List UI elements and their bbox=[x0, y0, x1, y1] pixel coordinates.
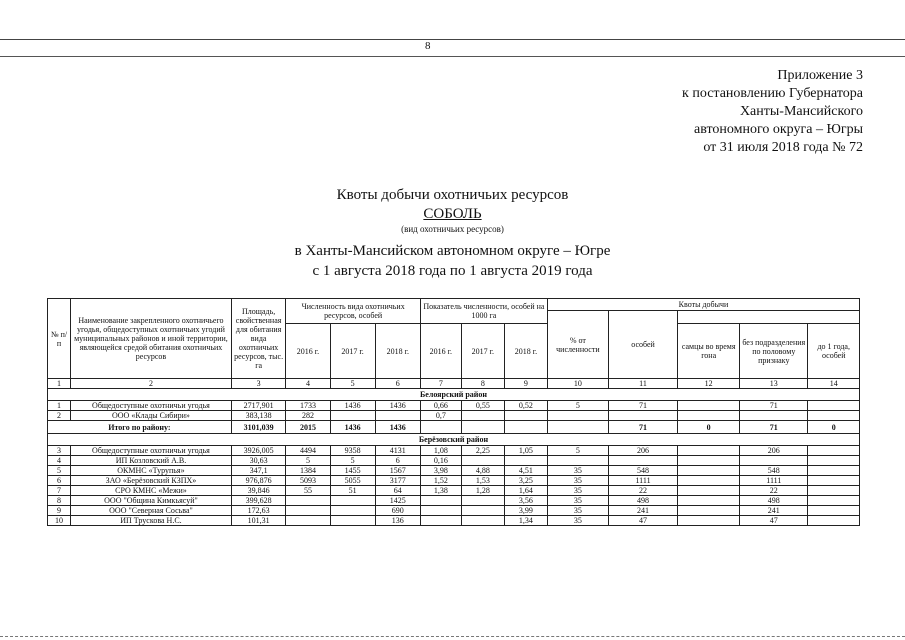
header-density: Показатель численности, особей на 1000 га bbox=[420, 299, 547, 324]
table-cell: 1111 bbox=[608, 476, 677, 486]
table-row bbox=[48, 476, 860, 486]
period-line: с 1 августа 2018 года по 1 августа 2019 года bbox=[312, 263, 593, 279]
header-under1: до 1 года, особей bbox=[808, 324, 860, 379]
table-cell: 3926,005 bbox=[231, 446, 286, 456]
table-cell bbox=[678, 516, 740, 526]
total-cell bbox=[504, 421, 547, 434]
table-cell: 6 bbox=[48, 476, 71, 486]
column-number-cell: 14 bbox=[808, 379, 860, 389]
table-cell: 35 bbox=[547, 486, 608, 496]
table-cell: 4494 bbox=[286, 446, 330, 456]
table-cell: 30,63 bbox=[231, 456, 286, 466]
table-cell bbox=[808, 496, 860, 506]
table-cell bbox=[808, 456, 860, 466]
header-name: Наименование закрепленного охотничьего угодья, общедоступных охотничьих угодий муниципальных районов и иной территории, являющейся средой обитания охотничьих ресурсов bbox=[71, 299, 232, 379]
header-year-2018: 2018 г. bbox=[375, 324, 420, 379]
table-cell: 71 bbox=[608, 401, 677, 411]
table-cell bbox=[461, 456, 504, 466]
table-cell: 1425 bbox=[375, 496, 420, 506]
table-cell bbox=[461, 496, 504, 506]
total-cell: 0 bbox=[678, 421, 740, 434]
appendix-line: от 31 июля 2018 года № 72 bbox=[703, 140, 863, 155]
top-rule bbox=[0, 39, 905, 40]
species-name: СОБОЛЬ bbox=[423, 206, 482, 222]
table-cell: 9358 bbox=[330, 446, 375, 456]
table-cell: 5 bbox=[48, 466, 71, 476]
table-cell: 548 bbox=[740, 466, 808, 476]
table-cell bbox=[740, 411, 808, 421]
header-quotas: Квоты добычи bbox=[547, 299, 859, 311]
entity-name-cell: ООО "Община Кимкьясуй" bbox=[71, 496, 232, 506]
section-rows bbox=[48, 446, 860, 526]
table-cell bbox=[678, 456, 740, 466]
table-cell bbox=[678, 401, 740, 411]
header-males: самцы во время гона bbox=[678, 324, 740, 379]
table-cell: 5 bbox=[547, 446, 608, 456]
table-cell: 3177 bbox=[375, 476, 420, 486]
table-cell bbox=[330, 496, 375, 506]
table-cell bbox=[740, 456, 808, 466]
table-cell: 2 bbox=[48, 411, 71, 421]
region-line: в Ханты-Мансийском автономном округе – Югре bbox=[294, 243, 611, 259]
species-note: (вид охотничьих ресурсов) bbox=[401, 224, 504, 234]
table-cell bbox=[678, 506, 740, 516]
entity-name-cell: ИП Козловский А.В. bbox=[71, 456, 232, 466]
table-cell: 206 bbox=[740, 446, 808, 456]
table-cell bbox=[420, 516, 461, 526]
table-cell: 399,628 bbox=[231, 496, 286, 506]
table-cell: 35 bbox=[547, 476, 608, 486]
entity-name-cell: СРО КМНС «Межи» bbox=[71, 486, 232, 496]
table-cell: 1436 bbox=[375, 401, 420, 411]
column-number-cell: 6 bbox=[375, 379, 420, 389]
total-cell: 1436 bbox=[375, 421, 420, 434]
table-cell bbox=[286, 516, 330, 526]
table-cell: 1,28 bbox=[461, 486, 504, 496]
column-number-cell: 9 bbox=[504, 379, 547, 389]
table-cell: 0,7 bbox=[420, 411, 461, 421]
quota-table bbox=[47, 298, 860, 526]
total-cell bbox=[547, 421, 608, 434]
table-cell bbox=[808, 486, 860, 496]
appendix-line: автономного округа – Югры bbox=[694, 122, 863, 137]
total-cell bbox=[461, 421, 504, 434]
entity-name-cell: ЗАО «Берёзовский КЗПХ» bbox=[71, 476, 232, 486]
table-cell: 47 bbox=[608, 516, 677, 526]
table-cell: 39,846 bbox=[231, 486, 286, 496]
table-cell: 55 bbox=[286, 486, 330, 496]
table-cell bbox=[547, 411, 608, 421]
section-title: Белоярский район bbox=[48, 389, 860, 401]
table-cell bbox=[330, 506, 375, 516]
table-cell: 35 bbox=[547, 496, 608, 506]
table-cell: 1384 bbox=[286, 466, 330, 476]
column-number-cell: 13 bbox=[740, 379, 808, 389]
total-cell bbox=[420, 421, 461, 434]
header-area: Площадь, свойственная для обитания вида охотничьих ресурсов, тыс. га bbox=[231, 299, 286, 379]
table-cell: 0,52 bbox=[504, 401, 547, 411]
column-number-cell: 8 bbox=[461, 379, 504, 389]
table-cell: 10 bbox=[48, 516, 71, 526]
table-cell bbox=[461, 516, 504, 526]
section-rows bbox=[48, 401, 860, 421]
header-year-2018: 2018 г. bbox=[504, 324, 547, 379]
table-cell: 51 bbox=[330, 486, 375, 496]
table-cell bbox=[461, 411, 504, 421]
table-cell: 5093 bbox=[286, 476, 330, 486]
table-cell bbox=[678, 411, 740, 421]
table-cell: 0,55 bbox=[461, 401, 504, 411]
table-cell bbox=[808, 516, 860, 526]
table-cell bbox=[375, 411, 420, 421]
section-header bbox=[48, 434, 860, 446]
total-label: Итого по району: bbox=[48, 421, 232, 434]
entity-name-cell: Общедоступные охотничьи угодья bbox=[71, 446, 232, 456]
table-cell: 383,138 bbox=[231, 411, 286, 421]
table-cell bbox=[608, 411, 677, 421]
appendix-line: Ханты-Мансийского bbox=[739, 104, 863, 119]
table-cell bbox=[808, 476, 860, 486]
appendix-line: Приложение 3 bbox=[777, 68, 863, 83]
table-cell: 101,31 bbox=[231, 516, 286, 526]
table-cell: 0,66 bbox=[420, 401, 461, 411]
table-cell: 136 bbox=[375, 516, 420, 526]
header-quota-split bbox=[678, 311, 860, 324]
header-rule bbox=[0, 56, 905, 57]
entity-name-cell: Общедоступные охотничьи угодья bbox=[71, 401, 232, 411]
header-population: Численность вида охотничьих ресурсов, особей bbox=[286, 299, 420, 324]
table-cell: 1 bbox=[48, 401, 71, 411]
appendix-line: к постановлению Губернатора bbox=[682, 86, 863, 101]
total-cell: 0 bbox=[808, 421, 860, 434]
total-cell: 3101,039 bbox=[231, 421, 286, 434]
entity-name-cell: ООО «Клады Сибири» bbox=[71, 411, 232, 421]
table-cell: 5 bbox=[286, 456, 330, 466]
column-number-cell: 3 bbox=[231, 379, 286, 389]
table-cell: 3,56 bbox=[504, 496, 547, 506]
table-cell: 9 bbox=[48, 506, 71, 516]
table-cell bbox=[678, 476, 740, 486]
header-pct: % от численности bbox=[547, 311, 608, 379]
table-cell bbox=[808, 411, 860, 421]
total-row bbox=[48, 421, 860, 434]
table-cell: 282 bbox=[286, 411, 330, 421]
table-cell: 8 bbox=[48, 496, 71, 506]
table-cell: 1,05 bbox=[504, 446, 547, 456]
table-cell: 4 bbox=[48, 456, 71, 466]
table-cell bbox=[286, 506, 330, 516]
table-cell: 3,25 bbox=[504, 476, 547, 486]
table-cell: 1436 bbox=[330, 401, 375, 411]
table-row bbox=[48, 401, 860, 411]
table-cell bbox=[547, 456, 608, 466]
table-cell: 2,25 bbox=[461, 446, 504, 456]
table-cell bbox=[504, 411, 547, 421]
table-cell: 498 bbox=[608, 496, 677, 506]
table-cell: 0,16 bbox=[420, 456, 461, 466]
table-cell: 4,88 bbox=[461, 466, 504, 476]
column-number-cell: 1 bbox=[48, 379, 71, 389]
table-cell: 1,34 bbox=[504, 516, 547, 526]
table-cell: 241 bbox=[608, 506, 677, 516]
column-number-cell: 12 bbox=[678, 379, 740, 389]
header-num: № п/п bbox=[48, 299, 71, 379]
document-title: Квоты добычи охотничьих ресурсов bbox=[336, 187, 569, 203]
header-no-sex: без подразделения по половому признаку bbox=[740, 324, 808, 379]
table-cell: 47 bbox=[740, 516, 808, 526]
entity-name-cell: ООО "Северная Сосьва" bbox=[71, 506, 232, 516]
table-row bbox=[48, 411, 860, 421]
table-cell bbox=[420, 506, 461, 516]
table-cell: 35 bbox=[547, 466, 608, 476]
table-cell: 5055 bbox=[330, 476, 375, 486]
page-number: 8 bbox=[425, 40, 431, 52]
table-cell: 1,08 bbox=[420, 446, 461, 456]
table-cell bbox=[678, 446, 740, 456]
table-row bbox=[48, 506, 860, 516]
table-cell: 2717,901 bbox=[231, 401, 286, 411]
table-row bbox=[48, 466, 860, 476]
column-number-cell: 11 bbox=[608, 379, 677, 389]
header-individuals: особей bbox=[608, 311, 677, 379]
entity-name-cell: ОКМНС «Турупья» bbox=[71, 466, 232, 476]
bottom-rule bbox=[0, 636, 905, 637]
table-cell: 1567 bbox=[375, 466, 420, 476]
table-cell: 1111 bbox=[740, 476, 808, 486]
table-cell: 206 bbox=[608, 446, 677, 456]
table-cell: 3 bbox=[48, 446, 71, 456]
total-cell: 1436 bbox=[330, 421, 375, 434]
table-cell bbox=[330, 516, 375, 526]
table-cell: 22 bbox=[740, 486, 808, 496]
table-cell bbox=[678, 486, 740, 496]
header-year-2016: 2016 г. bbox=[286, 324, 330, 379]
column-number-cell: 10 bbox=[547, 379, 608, 389]
table-cell bbox=[678, 466, 740, 476]
table-cell bbox=[608, 456, 677, 466]
table-cell bbox=[420, 496, 461, 506]
total-cell: 71 bbox=[608, 421, 677, 434]
table-row bbox=[48, 486, 860, 496]
table-cell: 690 bbox=[375, 506, 420, 516]
column-number-row bbox=[48, 379, 860, 389]
column-number-cell: 5 bbox=[330, 379, 375, 389]
table-cell: 172,63 bbox=[231, 506, 286, 516]
column-number-cell: 2 bbox=[71, 379, 232, 389]
header-year-2017: 2017 г. bbox=[461, 324, 504, 379]
table-cell: 1,64 bbox=[504, 486, 547, 496]
entity-name-cell: ИП Трускова Н.С. bbox=[71, 516, 232, 526]
table-cell: 4131 bbox=[375, 446, 420, 456]
column-number-cell: 7 bbox=[420, 379, 461, 389]
table-cell bbox=[461, 506, 504, 516]
section-title: Берёзовский район bbox=[48, 434, 860, 446]
table-cell: 7 bbox=[48, 486, 71, 496]
table-cell: 1,53 bbox=[461, 476, 504, 486]
table-cell: 35 bbox=[547, 516, 608, 526]
table-cell bbox=[808, 446, 860, 456]
table-cell: 5 bbox=[547, 401, 608, 411]
column-number-cell: 4 bbox=[286, 379, 330, 389]
table-cell: 1,38 bbox=[420, 486, 461, 496]
table-cell bbox=[808, 506, 860, 516]
header-year-2017: 2017 г. bbox=[330, 324, 375, 379]
table-cell: 3,98 bbox=[420, 466, 461, 476]
table-cell bbox=[808, 401, 860, 411]
table-cell bbox=[808, 466, 860, 476]
table-cell: 6 bbox=[375, 456, 420, 466]
table-row bbox=[48, 516, 860, 526]
section-header bbox=[48, 389, 860, 401]
table-cell: 35 bbox=[547, 506, 608, 516]
table-cell: 64 bbox=[375, 486, 420, 496]
table-cell: 3,99 bbox=[504, 506, 547, 516]
table-cell: 347,1 bbox=[231, 466, 286, 476]
table-cell: 1,52 bbox=[420, 476, 461, 486]
table-cell: 4,51 bbox=[504, 466, 547, 476]
table-cell bbox=[330, 411, 375, 421]
table-cell bbox=[286, 496, 330, 506]
table-cell bbox=[504, 456, 547, 466]
header-year-2016: 2016 г. bbox=[420, 324, 461, 379]
table-cell: 976,876 bbox=[231, 476, 286, 486]
appendix-block bbox=[682, 67, 863, 157]
table-row bbox=[48, 456, 860, 466]
table-cell: 548 bbox=[608, 466, 677, 476]
table-cell: 5 bbox=[330, 456, 375, 466]
total-cell: 2015 bbox=[286, 421, 330, 434]
table-cell: 1455 bbox=[330, 466, 375, 476]
total-cell: 71 bbox=[740, 421, 808, 434]
table-cell bbox=[678, 496, 740, 506]
table-row bbox=[48, 496, 860, 506]
table-cell: 1733 bbox=[286, 401, 330, 411]
table-cell: 71 bbox=[740, 401, 808, 411]
table-row bbox=[48, 446, 860, 456]
table-cell: 22 bbox=[608, 486, 677, 496]
table-cell: 241 bbox=[740, 506, 808, 516]
table-cell: 498 bbox=[740, 496, 808, 506]
